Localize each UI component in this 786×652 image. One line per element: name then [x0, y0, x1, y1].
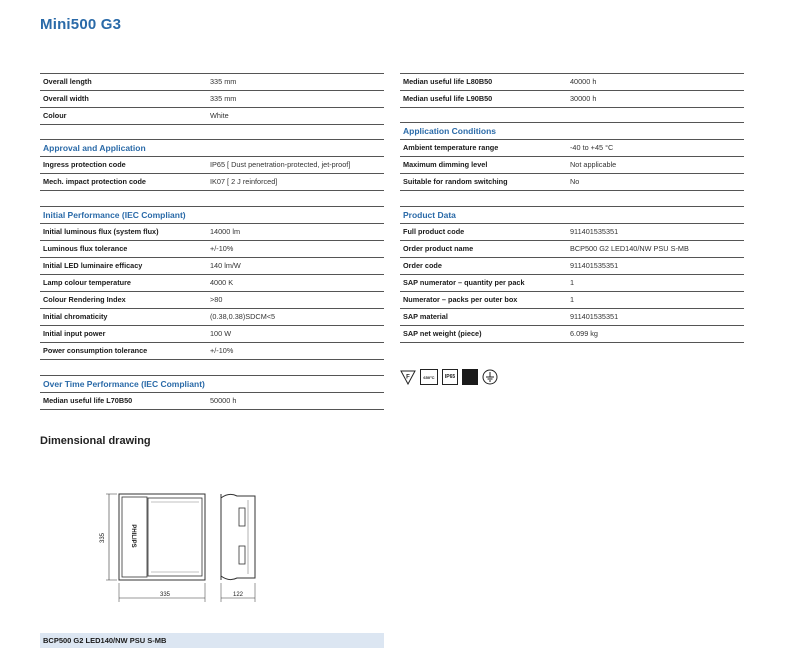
- section-heading: Over Time Performance (IEC Compliant): [40, 375, 384, 393]
- spec-value: IP65 [ Dust penetration-protected, jet-proof]: [210, 160, 351, 169]
- ip65-icon: IP65: [442, 369, 458, 385]
- spec-row: [40, 224, 384, 241]
- spec-label: Ingress protection code: [43, 160, 126, 169]
- spec-row: [400, 275, 744, 292]
- over-time-section: [40, 375, 384, 410]
- spec-row: [40, 275, 384, 292]
- spec-value: 140 lm/W: [210, 261, 241, 270]
- page-title: Mini500 G3: [40, 16, 122, 33]
- spec-value: 1: [570, 278, 575, 287]
- spec-value: 50000 h: [210, 396, 237, 405]
- spec-label: Lamp colour temperature: [43, 278, 131, 287]
- spec-value: 911401535351: [570, 312, 619, 321]
- spec-value: 30000 h: [570, 94, 597, 103]
- initial-performance-section: [40, 206, 384, 360]
- spec-row: [400, 140, 744, 157]
- spec-row: [40, 157, 384, 174]
- spec-row: [40, 241, 384, 258]
- spec-row: [400, 292, 744, 309]
- height-dimension: [100, 494, 117, 580]
- spec-row: [40, 393, 384, 410]
- product-name-footer: BCP500 G2 LED140/NW PSU S-MB: [40, 633, 384, 648]
- spec-value: >80: [210, 295, 223, 304]
- svg-text:PHILIPS: PHILIPS: [130, 524, 136, 548]
- spec-value: 14000 lm: [210, 227, 241, 236]
- spec-row: [40, 292, 384, 309]
- spec-label: Median useful life L80B50: [403, 77, 493, 86]
- spec-row: [400, 73, 744, 91]
- side-view: [221, 494, 255, 580]
- section-heading: Product Data: [400, 206, 744, 224]
- spec-label: Mech. impact protection code: [43, 177, 146, 186]
- spec-value: 911401535351: [570, 261, 619, 270]
- conditions-section: [400, 122, 744, 191]
- spec-value: +/-10%: [210, 244, 234, 253]
- spec-label: Order code: [403, 261, 442, 270]
- spec-label: Power consumption tolerance: [43, 346, 148, 355]
- earth-ground-icon: [482, 369, 498, 385]
- depth-dimension: [221, 583, 255, 602]
- spec-row: [40, 309, 384, 326]
- f-mark-icon: [400, 369, 416, 385]
- spec-value: +/-10%: [210, 346, 234, 355]
- spec-label: Median useful life L90B50: [403, 94, 493, 103]
- svg-text:122: 122: [232, 592, 244, 598]
- temperature-icon: 650°C: [420, 369, 438, 385]
- spec-row: [40, 258, 384, 275]
- spec-label: Colour Rendering Index: [43, 295, 126, 304]
- spec-label: Initial chromaticity: [43, 312, 108, 321]
- spec-label: Order product name: [403, 244, 474, 253]
- spec-label: Median useful life L70B50: [43, 396, 133, 405]
- spec-label: Overall length: [43, 77, 92, 86]
- spec-value: 4000 K: [210, 278, 234, 287]
- spec-row: [40, 174, 384, 191]
- spec-value: White: [210, 111, 229, 120]
- general-section: [40, 73, 384, 125]
- spec-row: [400, 258, 744, 275]
- spec-row: [400, 309, 744, 326]
- spec-label: Initial input power: [43, 329, 106, 338]
- spec-label: Colour: [43, 111, 67, 120]
- spec-label: Luminous flux tolerance: [43, 244, 128, 253]
- spec-row: [40, 91, 384, 108]
- spec-value: No: [570, 177, 580, 186]
- spec-value: 100 W: [210, 329, 232, 338]
- dimensional-drawing-heading: Dimensional drawing: [40, 435, 151, 447]
- spec-value: 1: [570, 295, 575, 304]
- spec-label: Full product code: [403, 227, 465, 236]
- spec-value: (0.38,0.38)SDCM<5: [210, 312, 276, 321]
- spec-row: [400, 224, 744, 241]
- spec-label: SAP numerator – quantity per pack: [403, 278, 525, 287]
- spec-value: BCP500 G2 LED140/NW PSU S-MB: [570, 244, 689, 253]
- spec-value: Not applicable: [570, 160, 617, 169]
- certification-icons: [400, 369, 498, 385]
- right-spec-column: [400, 73, 744, 343]
- spec-row: [40, 326, 384, 343]
- spec-row: [400, 174, 744, 191]
- spec-label: Suitable for random switching: [403, 177, 508, 186]
- spec-row: [400, 157, 744, 174]
- spec-label: SAP material: [403, 312, 448, 321]
- spec-value: -40 to +45 °C: [570, 143, 614, 152]
- spec-label: Overall width: [43, 94, 89, 103]
- spec-value: 335 mm: [210, 94, 237, 103]
- left-spec-column: [40, 73, 384, 410]
- spec-value: 911401535351: [570, 227, 619, 236]
- product-data-section: [400, 206, 744, 343]
- approval-section: [40, 139, 384, 191]
- width-dimension: [119, 583, 205, 602]
- spec-row: [400, 326, 744, 343]
- spec-label: Initial luminous flux (system flux): [43, 227, 159, 236]
- spec-row: [400, 241, 744, 258]
- section-heading: Initial Performance (IEC Compliant): [40, 206, 384, 224]
- spec-value: 6.099 kg: [570, 329, 598, 338]
- spec-value: 40000 h: [570, 77, 597, 86]
- front-view: [119, 494, 205, 580]
- spec-label: Ambient temperature range: [403, 143, 499, 152]
- life-section: [400, 73, 744, 108]
- svg-text:335: 335: [100, 532, 106, 544]
- section-heading: Approval and Application: [40, 139, 384, 157]
- dimensional-drawing: [95, 488, 265, 606]
- spec-row: [40, 108, 384, 125]
- spec-label: Initial LED luminaire efficacy: [43, 261, 143, 270]
- section-heading: Application Conditions: [400, 122, 744, 140]
- spec-value: IK07 [ 2 J reinforced]: [210, 177, 278, 186]
- spec-row: [40, 343, 384, 360]
- black-square-icon: [462, 369, 478, 385]
- svg-text:F: F: [406, 374, 410, 381]
- svg-text:335: 335: [159, 592, 171, 598]
- spec-row: [400, 91, 744, 108]
- spec-value: 335 mm: [210, 77, 237, 86]
- spec-row: [40, 73, 384, 91]
- spec-label: Maximum dimming level: [403, 160, 488, 169]
- spec-label: SAP net weight (piece): [403, 329, 482, 338]
- spec-label: Numerator – packs per outer box: [403, 295, 518, 304]
